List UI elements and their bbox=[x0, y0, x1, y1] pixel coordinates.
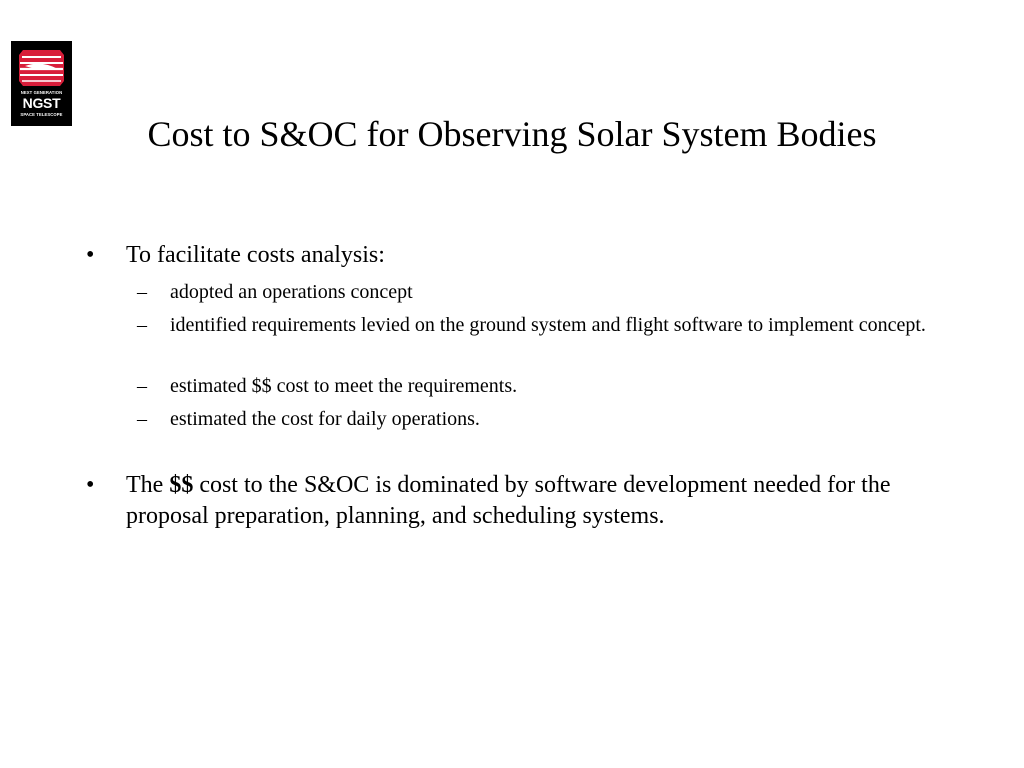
sub-bullet-marker: – bbox=[137, 281, 147, 303]
slide-title: Cost to S&OC for Observing Solar System Bodies bbox=[147, 114, 877, 154]
bullet-text-after: cost to the S&OC is dominated by software development needed for the proposal preparation, planning, and scheduling systems. bbox=[126, 472, 891, 529]
sub-bullet-marker: – bbox=[137, 408, 147, 430]
bullet-text-before: The bbox=[126, 472, 170, 498]
bullet-marker: • bbox=[86, 242, 95, 268]
sub-bullet-text: adopted an operations concept bbox=[170, 281, 413, 303]
logo-top-text: NEXT GENERATION bbox=[20, 90, 63, 95]
bullet-marker: • bbox=[86, 472, 95, 498]
sub-bullet-marker: – bbox=[137, 314, 147, 336]
bullet-text: To facilitate costs analysis: bbox=[126, 242, 385, 268]
logo-bottom-text: SPACE TELESCOPE bbox=[20, 112, 63, 117]
bullet-text bbox=[126, 470, 966, 532]
sub-bullet-text: estimated $$ cost to meet the requirements. bbox=[170, 375, 518, 397]
sub-bullet-text: identified requirements levied on the ground system and flight software to implement concept. bbox=[170, 314, 926, 336]
sub-bullet-marker: – bbox=[137, 375, 147, 397]
sub-bullet-text: estimated the cost for daily operations. bbox=[170, 408, 480, 430]
logo-name: NGST bbox=[22, 95, 61, 111]
bullet-text-bold: $$ bbox=[169, 472, 194, 498]
